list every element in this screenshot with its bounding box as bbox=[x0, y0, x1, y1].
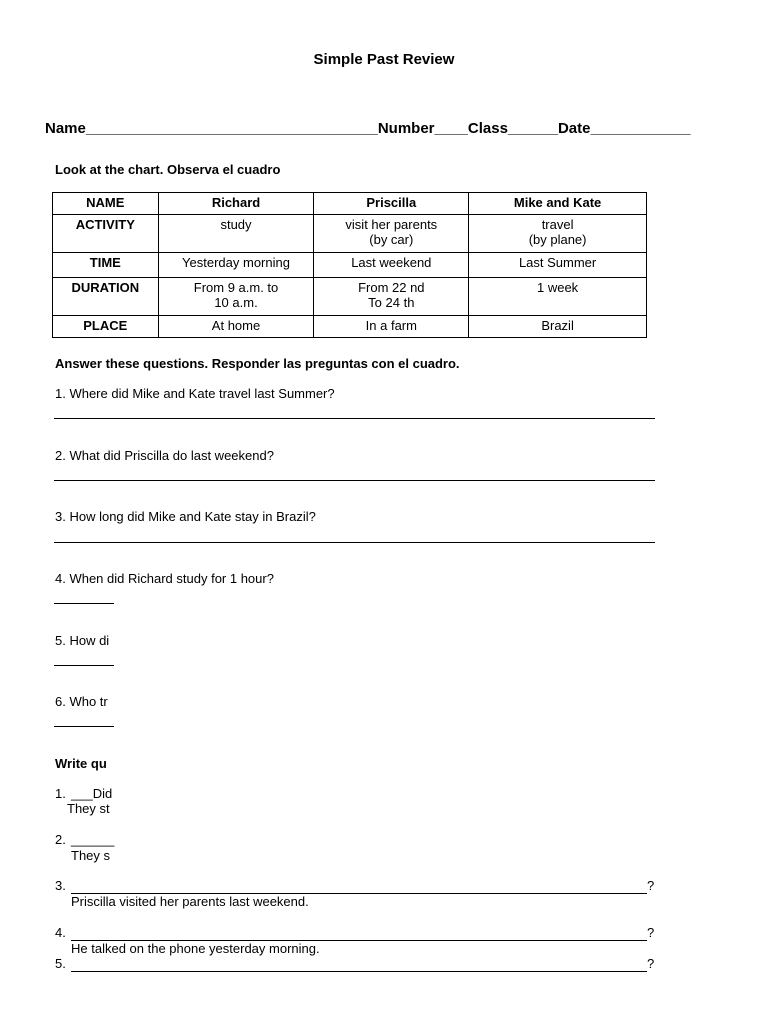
table-cell: At home bbox=[158, 316, 314, 338]
write-item-4-number: 4. bbox=[55, 925, 66, 940]
write-item-4-end: ? bbox=[647, 925, 655, 940]
info-table bbox=[52, 192, 647, 338]
question-5: 5. How di bbox=[55, 633, 110, 648]
write-item-1-answer: They st bbox=[67, 801, 110, 816]
question-6: 6. Who tr bbox=[55, 694, 108, 709]
column-header: Priscilla bbox=[314, 193, 469, 215]
table-cell: Last Summer bbox=[469, 253, 647, 278]
table-row bbox=[53, 193, 647, 215]
write-item-3-answer: Priscilla visited her parents last weekend. bbox=[71, 894, 309, 909]
page-title: Simple Past Review bbox=[313, 51, 455, 68]
table-cell: study bbox=[158, 215, 314, 253]
row-label: TIME bbox=[53, 253, 159, 278]
write-questions-instruction: Write qu bbox=[55, 756, 107, 771]
write-item-5-end: ? bbox=[647, 956, 655, 971]
write-item-3-end: ? bbox=[647, 878, 655, 893]
write-item-3-number: 3. bbox=[55, 878, 66, 893]
table-cell: travel (by plane) bbox=[469, 215, 647, 253]
question-4: 4. When did Richard study for 1 hour? bbox=[55, 571, 274, 586]
question-2: 2. What did Priscilla do last weekend? bbox=[55, 448, 274, 463]
table-cell: From 9 a.m. to 10 a.m. bbox=[158, 278, 314, 316]
row-label: DURATION bbox=[53, 278, 159, 316]
questions-instruction: Answer these questions. Responder las preguntas con el cuadro. bbox=[55, 356, 460, 371]
row-label: PLACE bbox=[53, 316, 159, 338]
answer-line-2[interactable] bbox=[54, 480, 655, 481]
write-item-2-answer: They s bbox=[71, 848, 111, 863]
answer-line-1[interactable] bbox=[54, 418, 655, 419]
write-item-5-number: 5. bbox=[55, 956, 66, 971]
table-cell: 1 week bbox=[469, 278, 647, 316]
write-line-5[interactable] bbox=[71, 971, 647, 972]
table-cell: Brazil bbox=[469, 316, 647, 338]
table-cell: Last weekend bbox=[314, 253, 469, 278]
table-cell: From 22 nd To 24 th bbox=[314, 278, 469, 316]
answer-line-4[interactable] bbox=[54, 603, 114, 604]
write-item-2-prompt: ______ bbox=[71, 832, 115, 847]
column-header: Richard bbox=[158, 193, 314, 215]
answer-line-5[interactable] bbox=[54, 665, 114, 666]
table-row bbox=[53, 278, 647, 316]
write-item-1-number: 1. bbox=[55, 786, 66, 801]
write-item-1-prompt: ___Did bbox=[71, 786, 113, 801]
question-3: 3. How long did Mike and Kate stay in Brazil? bbox=[55, 509, 316, 524]
write-item-2-number: 2. bbox=[55, 832, 66, 847]
chart-instruction: Look at the chart. Observa el cuadro bbox=[55, 162, 281, 177]
student-info-line: Name___________________________________Number____Class______Date____________ bbox=[45, 120, 691, 137]
column-header: Mike and Kate bbox=[469, 193, 647, 215]
table-row bbox=[53, 215, 647, 253]
table-cell: Yesterday morning bbox=[158, 253, 314, 278]
answer-line-3[interactable] bbox=[54, 542, 655, 543]
table-cell: In a farm bbox=[314, 316, 469, 338]
row-label: NAME bbox=[53, 193, 159, 215]
row-label: ACTIVITY bbox=[53, 215, 159, 253]
answer-line-6[interactable] bbox=[54, 726, 114, 727]
table-row bbox=[53, 316, 647, 338]
table-row bbox=[53, 253, 647, 278]
write-item-4-answer: He talked on the phone yesterday morning. bbox=[71, 941, 320, 956]
question-1: 1. Where did Mike and Kate travel last Summer? bbox=[55, 386, 335, 401]
table-cell: visit her parents (by car) bbox=[314, 215, 469, 253]
